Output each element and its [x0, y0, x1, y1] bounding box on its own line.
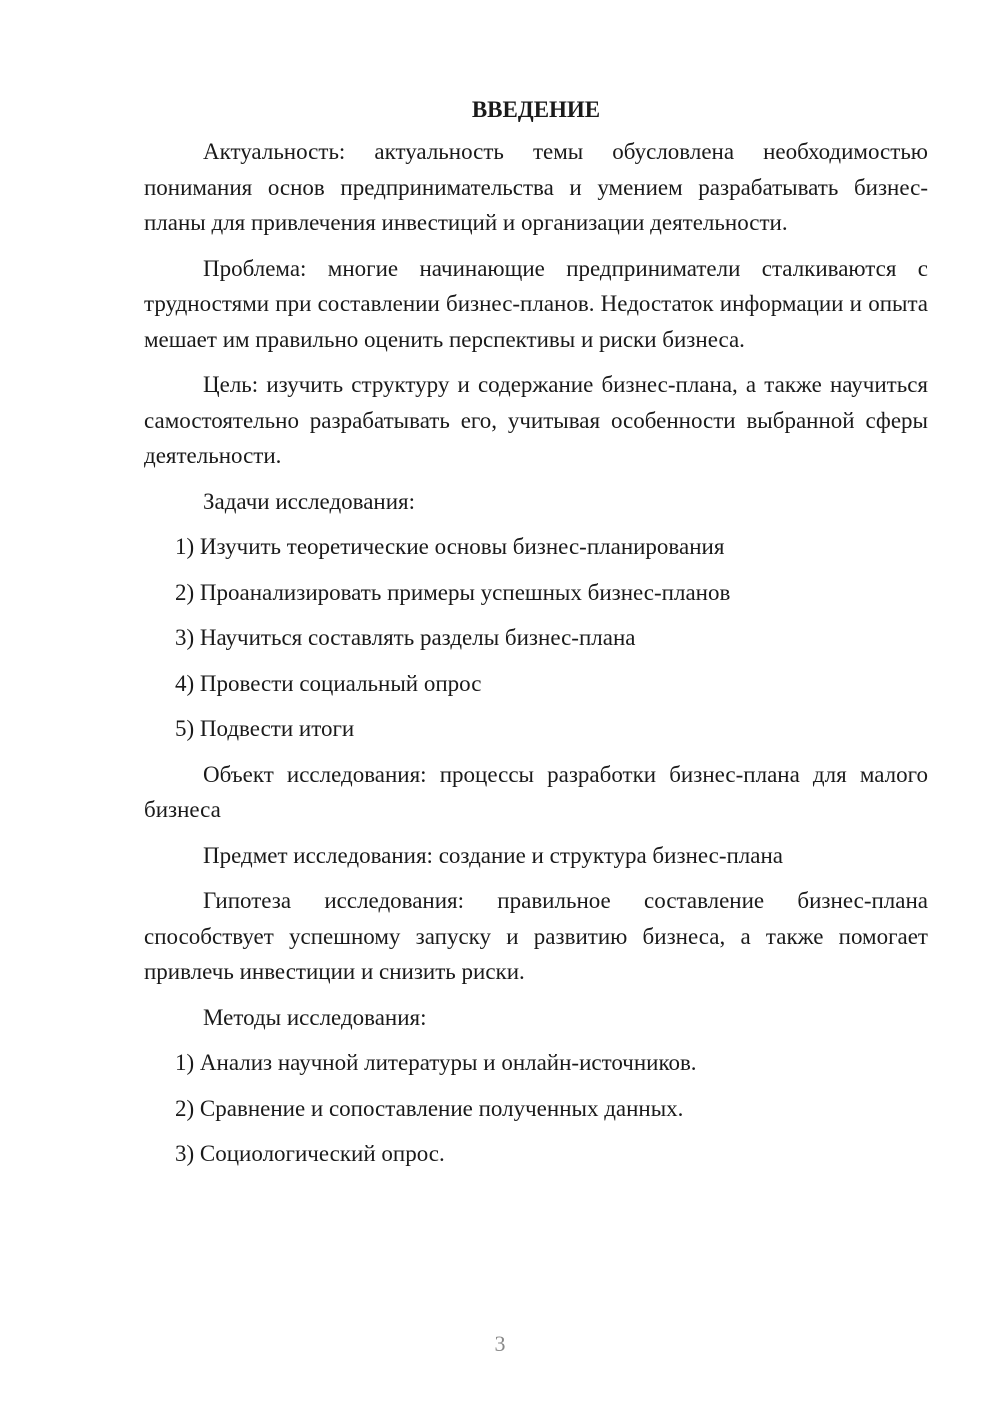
methods-heading: Методы исследования: [203, 1004, 427, 1030]
method-item: 1) Анализ научной литературы и онлайн-источников. [175, 1050, 697, 1075]
method-item: 2) Сравнение и сопоставление полученных данных. [175, 1095, 684, 1121]
task-item: 3) Научиться составлять разделы бизнес-плана [175, 625, 636, 650]
relevance-paragraph: Актуальность: актуальность темы обусловлена необходимостью понимания основ предпринимательства и умением разрабатывать бизнес-планы для привлечения инвестиций и организации деятельности. [144, 139, 928, 235]
page-number: 3 [494, 1331, 506, 1356]
method-item: 3) Социологический опрос. [175, 1141, 445, 1166]
subject-paragraph: Предмет исследования: создание и структура бизнес-плана [203, 842, 783, 868]
object-paragraph: Объект исследования: процессы разработки бизнес-плана для малого бизнеса [144, 761, 928, 822]
task-item: 5) Подвести итоги [175, 716, 355, 741]
task-item: 4) Провести социальный опрос [175, 670, 482, 696]
task-item: 2) Проанализировать примеры успешных бизнес-планов [175, 579, 731, 605]
problem-paragraph: Проблема: многие начинающие предприниматели сталкиваются с трудностями при составлении бизнес-планов. Недостаток информации и опыта мешает им правильно оценить перспективы и риски бизнеса. [144, 255, 928, 352]
task-item: 1) Изучить теоретические основы бизнес-планирования [175, 534, 725, 559]
tasks-heading: Задачи исследования: [203, 488, 416, 514]
page-content [144, 92, 928, 1182]
page-title: ВВЕДЕНИЕ [471, 97, 601, 122]
hypothesis-paragraph: Гипотеза исследования: правильное составление бизнес-плана способствует успешному запуску и развитию бизнеса, а также помогает привлечь инвестиции и снизить риски. [144, 888, 928, 984]
goal-paragraph: Цель: изучить структуру и содержание бизнес-плана, а также научиться самостоятельно разрабатывать его, учитывая особенности выбранной сферы деятельности. [144, 372, 928, 468]
